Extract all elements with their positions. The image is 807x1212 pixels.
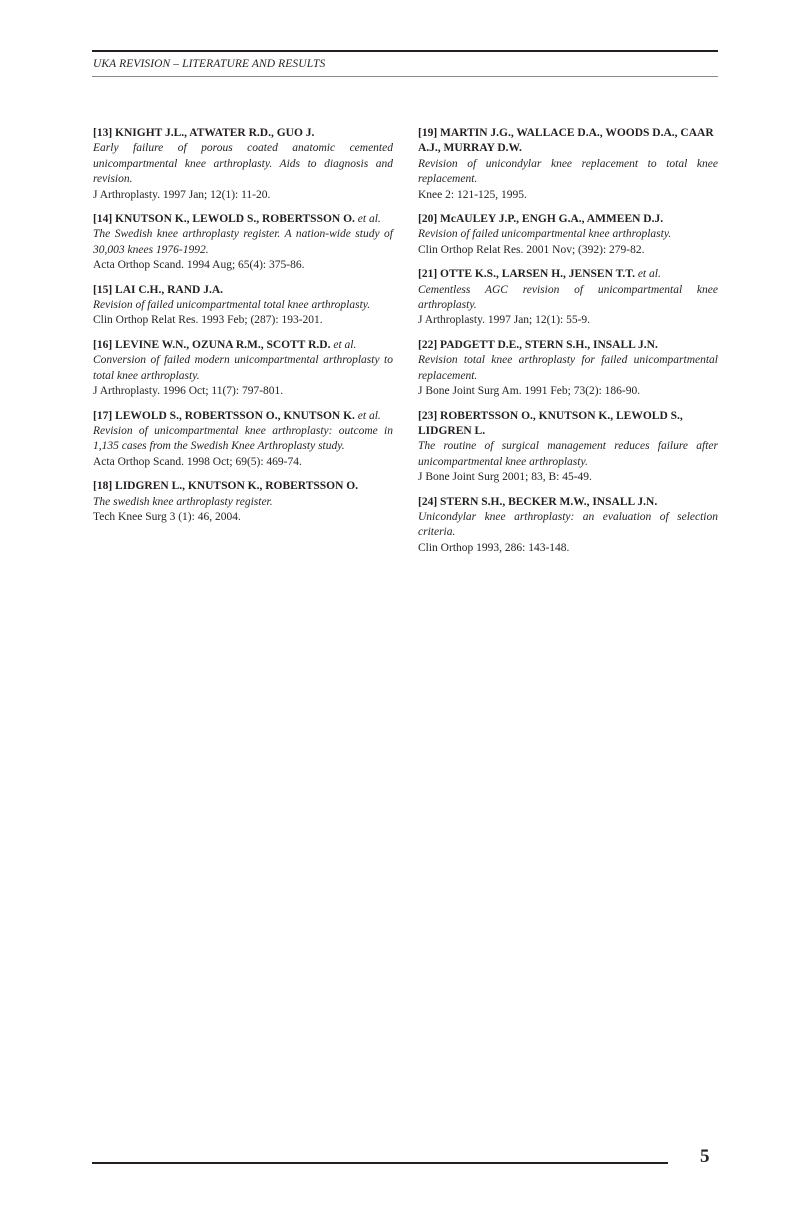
footer-rule xyxy=(92,1162,668,1164)
reference-authors xyxy=(418,409,718,440)
reference-entry xyxy=(418,495,718,557)
reference-entry xyxy=(93,409,393,471)
reference-authors-text: [15] LAI C.H., RAND J.A. xyxy=(93,283,224,296)
reference-authors xyxy=(418,212,718,227)
reference-entry xyxy=(418,126,718,203)
reference-et-al: et al. xyxy=(357,213,381,226)
reference-authors xyxy=(93,126,393,141)
reference-title: The Swedish knee arthroplasty register. A nation-wide study of 30,003 knees 1976-1992. xyxy=(93,228,393,256)
reference-authors xyxy=(418,267,718,282)
reference-title: Revision of failed unicompartmental total knee arthroplasty. xyxy=(93,299,371,312)
reference-authors xyxy=(93,479,393,494)
reference-title: Revision of unicondylar knee replacement to total knee replacement. xyxy=(418,157,718,186)
reference-authors-text: [19] MARTIN J.G., WALLACE D.A., WOODS D.A., CAAR A.J., MURRAY D.W. xyxy=(418,127,714,155)
reference-authors xyxy=(93,283,393,298)
header-top-rule xyxy=(92,50,718,52)
reference-title: Revision of unicompartmental knee arthroplasty: outcome in 1,135 cases from the Swedish Knee Arthroplasty study. xyxy=(93,424,393,453)
reference-entry xyxy=(418,409,718,486)
reference-title: The routine of surgical management reduces failure after unicompartmental knee arthroplasty. xyxy=(418,440,718,468)
reference-authors-text: [20] McAULEY J.P., ENGH G.A., AMMEEN D.J. xyxy=(418,213,664,226)
reference-source: J Bone Joint Surg 2001; 83, B: 45-49. xyxy=(418,471,592,484)
reference-source: Acta Orthop Scand. 1994 Aug; 65(4): 375-86. xyxy=(93,259,305,272)
reference-source: Knee 2: 121-125, 1995. xyxy=(418,188,527,201)
reference-source: Tech Knee Surg 3 (1): 46, 2004. xyxy=(93,510,241,523)
reference-source: J Arthroplasty. 1997 Jan; 12(1): 11-20. xyxy=(93,188,271,201)
reference-authors xyxy=(93,409,393,424)
reference-entry xyxy=(93,283,393,329)
reference-authors-text: [18] LIDGREN L., KNUTSON K., ROBERTSSON O. xyxy=(93,480,359,493)
reference-entry xyxy=(93,212,393,274)
reference-authors xyxy=(418,338,718,353)
reference-et-al: et al. xyxy=(333,338,357,351)
reference-title: Revision of failed unicompartmental knee arthroplasty. xyxy=(418,228,672,241)
reference-title: The swedish knee arthroplasty register. xyxy=(93,495,273,508)
reference-source: Clin Orthop Relat Res. 1993 Feb; (287): 193-201. xyxy=(93,314,323,327)
reference-entry xyxy=(93,338,393,400)
reference-authors xyxy=(418,126,718,157)
reference-title: Cementless AGC revision of unicompartmental knee arthroplasty. xyxy=(418,283,718,312)
reference-authors-text: [14] KNUTSON K., LEWOLD S., ROBERTSSON O. xyxy=(93,213,355,226)
reference-source: J Arthroplasty. 1997 Jan; 12(1): 55-9. xyxy=(418,314,591,327)
reference-source: Acta Orthop Scand. 1998 Oct; 69(5): 469-74. xyxy=(93,455,302,468)
reference-authors-text: [23] ROBERTSSON O., KNUTSON K., LEWOLD S., LIDGREN L. xyxy=(418,409,683,437)
reference-entry xyxy=(418,267,718,329)
reference-et-al: et al. xyxy=(637,268,661,281)
reference-authors-text: [17] LEWOLD S., ROBERTSSON O., KNUTSON K. xyxy=(93,409,355,422)
page-number: 5 xyxy=(700,1146,710,1167)
reference-source: Clin Orthop Relat Res. 2001 Nov; (392): 279-82. xyxy=(418,243,645,256)
reference-title: Unicondylar knee arthroplasty: an evaluation of selection criteria. xyxy=(418,510,718,539)
reference-authors-text: [24] STERN S.H., BECKER M.W., INSALL J.N. xyxy=(418,495,658,508)
reference-title: Revision total knee arthroplasty for failed unicompartmental replacement. xyxy=(418,354,718,382)
references-right-column xyxy=(418,126,718,565)
reference-entry xyxy=(418,212,718,258)
reference-authors-text: [22] PADGETT D.E., STERN S.H., INSALL J.N. xyxy=(418,338,658,351)
running-header: UKA REVISION – LITERATURE AND RESULTS xyxy=(93,58,326,70)
reference-entry xyxy=(93,126,393,203)
reference-et-al: et al. xyxy=(357,409,381,422)
reference-authors-text: [16] LEVINE W.N., OZUNA R.M., SCOTT R.D. xyxy=(93,338,331,351)
reference-source: Clin Orthop 1993, 286: 143-148. xyxy=(418,541,570,554)
reference-source: J Bone Joint Surg Am. 1991 Feb; 73(2): 186-90. xyxy=(418,385,641,398)
reference-title: Early failure of porous coated anatomic cemented unicompartmental knee arthroplasty. Aids to diagnosis and revision. xyxy=(93,142,393,186)
reference-entry xyxy=(418,338,718,400)
reference-authors-text: [21] OTTE K.S., LARSEN H., JENSEN T.T. xyxy=(418,268,635,281)
reference-source: J Arthroplasty. 1996 Oct; 11(7): 797-801. xyxy=(93,385,284,398)
reference-entry xyxy=(93,479,393,525)
header-bottom-rule xyxy=(92,76,718,77)
reference-title: Conversion of failed modern unicompartmental arthroplasty to total knee arthroplasty. xyxy=(93,354,393,382)
references-left-column xyxy=(93,126,393,534)
reference-authors xyxy=(93,212,393,227)
reference-authors-text: [13] KNIGHT J.L., ATWATER R.D., GUO J. xyxy=(93,127,315,139)
reference-authors xyxy=(418,495,718,510)
reference-authors xyxy=(93,338,393,353)
